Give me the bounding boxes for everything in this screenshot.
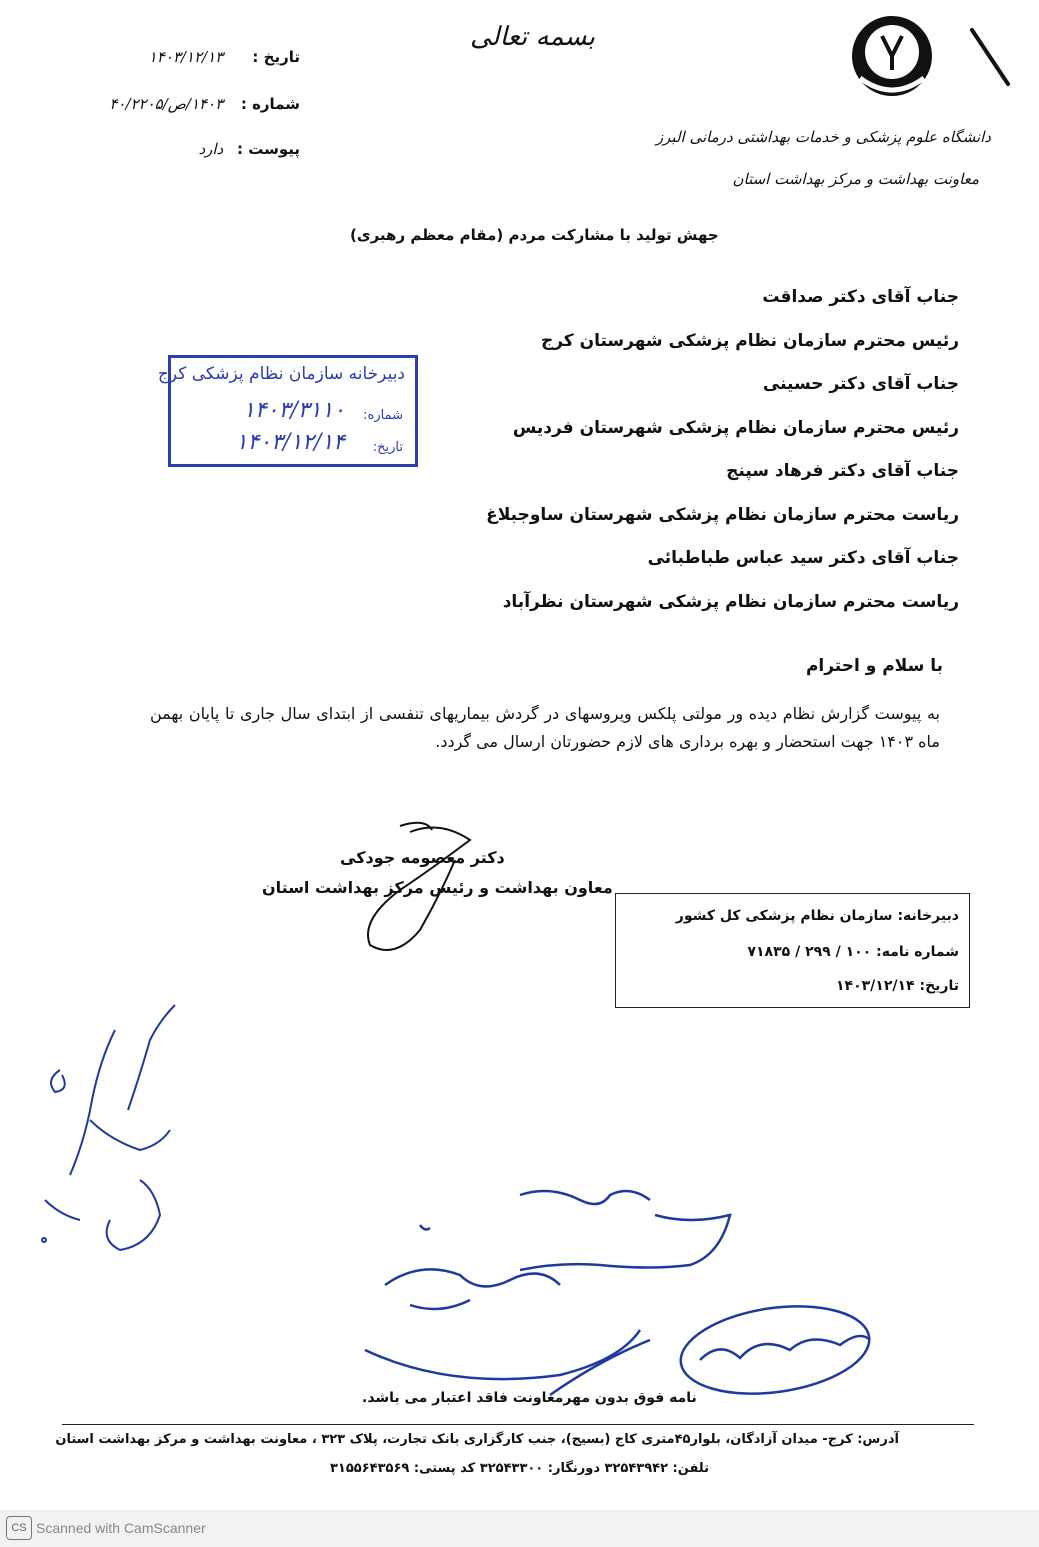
signature-mark xyxy=(368,823,470,950)
meta-number-label: شماره : xyxy=(240,95,300,113)
camscanner-text: Scanned with CamScanner xyxy=(36,1520,206,1536)
recipient-line: ریاست محترم سازمان نظام پزشکی شهرستان نظرآباد xyxy=(502,592,959,612)
validity-note: نامه فوق بدون مهرمعاونت فاقد اعتبار می باشد. xyxy=(362,1390,697,1406)
slogan: جهش تولید با مشارکت مردم (مقام معظم رهبری) xyxy=(350,226,719,244)
recipient-line: رئیس محترم سازمان نظام پزشکی شهرستان کرج xyxy=(540,331,959,351)
stamp-title: دبیرخانه سازمان نظام پزشکی کرج xyxy=(157,364,405,384)
left-handwritten-note xyxy=(42,1005,175,1250)
footer-address: آدرس: کرج- میدان آزادگان، بلوار۴۵متری کاج (بسیج)، جنب کارگزاری بانک تجارت، پلاک ۳۲۳ ، معاونت بهداشت و مرکز بهداشت استان xyxy=(55,1432,899,1447)
signer-name: دکتر معصومه جودکی xyxy=(340,848,505,867)
basmala-heading: بسمه تعالی xyxy=(470,22,595,52)
footer-phones: تلفن: ۳۲۵۴۳۹۴۲ دورنگار: ۳۲۵۴۳۳۰۰ کد پستی: ۳۱۵۵۶۴۳۵۶۹ xyxy=(329,1461,709,1476)
meta-date-value: ۱۴۰۳/۱۲/۱۳ xyxy=(148,48,224,66)
camscanner-logo-icon: CS xyxy=(6,1516,32,1540)
body-paragraph: به پیوست گزارش نظام دیده ور مولتی پلکس ویروسهای در گردش بیماریهای تنفسی از ابتدای سال جاری تا پایان بهمن ماه ۱۴۰۳ جهت استحضار و بهره برداری های لازم حضورتان ارسال می گردد. xyxy=(150,704,940,751)
recipient-line: جناب آقای دکتر سید عباس طباطبائی xyxy=(647,548,959,568)
recipient-line: ریاست محترم سازمان نظام پزشکی شهرستان ساوجبلاغ xyxy=(486,505,959,525)
recipient-line: جناب آقای دکتر فرهاد سپنج xyxy=(726,461,959,481)
signer-title: معاون بهداشت و رئیس مرکز بهداشت استان xyxy=(262,878,613,897)
meta-date-label: تاریخ : xyxy=(252,48,300,66)
stamp-number-value: ۱۴۰۳/۳۱۱۰ xyxy=(243,398,345,423)
stamp-date-value: ۱۴۰۳/۱۲/۱۴ xyxy=(235,430,345,455)
stamp-date-label: تاریخ: xyxy=(372,440,403,455)
registration-secretariat: دبیرخانه: سازمان نظام پزشکی کل کشور xyxy=(675,908,959,924)
registration-date: تاریخ: ۱۴۰۳/۱۲/۱۴ xyxy=(836,978,959,994)
footer-divider xyxy=(62,1424,974,1425)
org-department: معاونت بهداشت و مرکز بهداشت استان xyxy=(732,170,979,188)
recipient-line: رئیس محترم سازمان نظام پزشکی شهرستان فردیس xyxy=(512,418,959,438)
meta-number-value: ۱۴۰۳/ص/۴۰/۲۲۰۵ xyxy=(109,95,224,113)
meta-attachment-label: پیوست : xyxy=(236,140,300,158)
registration-number: شماره نامه: ۱۰۰ / ۲۹۹ / ۷۱۸۳۵ xyxy=(747,944,959,960)
meta-attachment-value: دارد xyxy=(198,140,224,158)
recipient-line: جناب آقای دکتر صداقت xyxy=(762,287,959,307)
recipient-line: جناب آقای دکتر حسینی xyxy=(762,374,959,394)
greeting: با سلام و احترام xyxy=(805,656,943,676)
center-handwritten-note xyxy=(365,1191,875,1405)
org-name: دانشگاه علوم پزشکی و خدمات بهداشتی درمانی البرز xyxy=(655,128,991,146)
stamp-number-label: شماره: xyxy=(363,408,403,423)
